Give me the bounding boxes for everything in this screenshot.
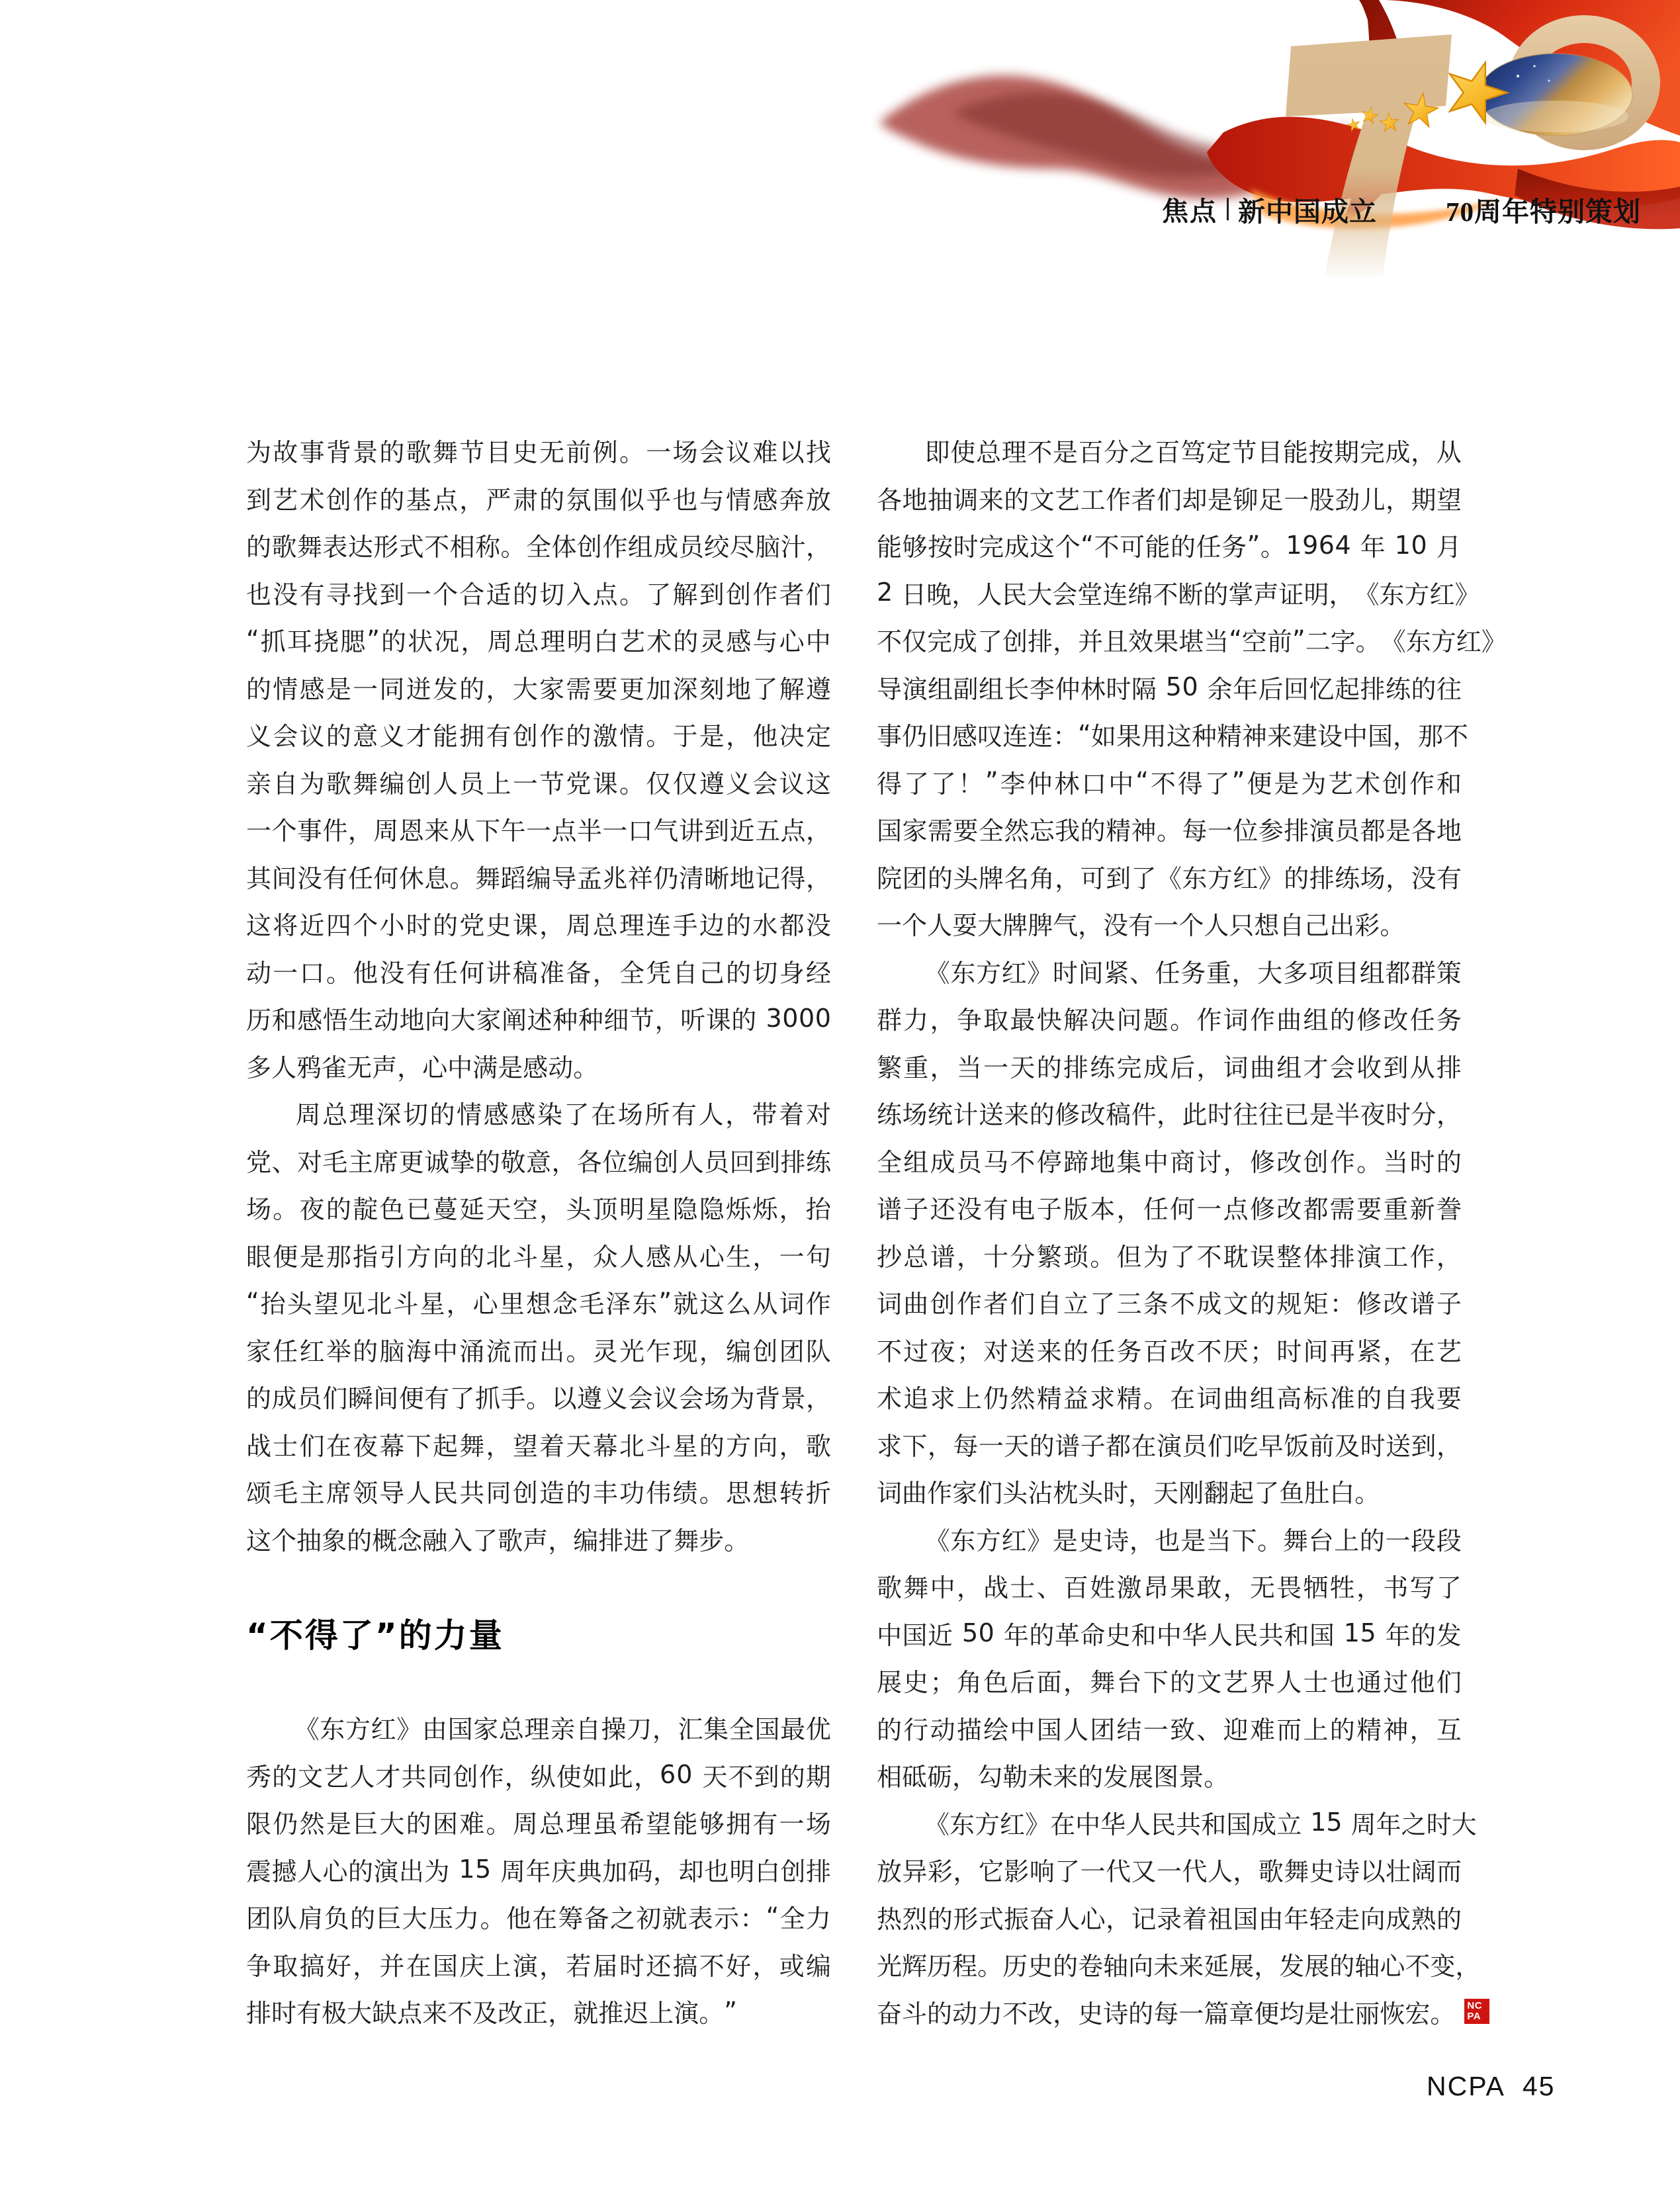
text-line: 繁 重 ， 当 一 天 的 排 练 完 成 后 ， 词 曲 组 才 会 收 到 从 排 (877, 1053, 1462, 1082)
text-line: 到 艺 术 创 作 的 基 点 ， 严 肃 的 氛 围 似 乎 也 与 情 感 奔 放 (246, 485, 831, 515)
text-line: 震 撼 人 心 的 演 出 为 1 5 周 年 庆 典 加 码 ， 却 也 明 白 创 排 (246, 1855, 831, 1886)
text-line: 各 地 抽 调 来 的 文 艺 工 作 者 们 却 是 铆 足 一 股 劲 儿 ， 期 望 (877, 485, 1462, 515)
text-line: 义 会 议 的 意 义 才 能 拥 有 创 作 的 激 情 。 于 是 ， 他 决 定 (246, 722, 831, 752)
text-line: 2 日 晚 ， 人 民 大 会 堂 连 绵 不 断 的 掌 声 证 明 ， 《 东 方 红 》 (877, 578, 1480, 609)
text-line: 国 家 需 要 全 然 忘 我 的 精 神 。 每 一 位 参 排 演 员 都 是 各 地 (877, 816, 1462, 846)
footer-page-number: 45 (1522, 2071, 1556, 2101)
text-line: 放 异 彩 ， 它 影 响 了 一 代 又 一 代 人 ， 歌 舞 史 诗 以 壮 阔 而 (877, 1857, 1462, 1887)
text-line: 战 士 们 在 夜 幕 下 起 舞 ， 望 着 天 幕 北 斗 星 的 方 向 ， 歌 (246, 1431, 831, 1461)
text-line: 热 烈 的 形 式 振 奋 人 心 ， 记 录 着 祖 国 由 年 轻 走 向 成 熟 的 (877, 1904, 1462, 1934)
text-line: 的 歌 舞 表 达 形 式 不 相 称 。 全 体 创 作 组 成 员 绞 尽 脑 汁 ， (246, 533, 831, 562)
text-line: 相 砥 砺 ， 勾 勒 未 来 的 发 展 图 景 。 (877, 1763, 1229, 1792)
footer-brand: NCPA (1427, 2071, 1505, 2101)
anniversary-70-artwork (853, 0, 1680, 284)
text-line: 的 行 动 描 绘 中 国 人 团 结 一 致 、 迎 难 而 上 的 精 神 ， 互 (877, 1715, 1462, 1745)
text-line: 求 下 ， 每 一 天 的 谱 子 都 在 演 员 们 吃 早 饭 前 及 时 送 到 ， (877, 1431, 1462, 1461)
text-line: 动 一 口 。 他 没 有 任 何 讲 稿 准 备 ， 全 凭 自 己 的 切 身 经 (246, 958, 831, 988)
text-line: 事 仍 旧 感 叹 连 连 ： “ 如 果 用 这 种 精 神 来 建 设 中 国 ， 那 不 (877, 719, 1469, 752)
right-column (877, 427, 1507, 2035)
text-line: 得 了 了 ！ ” 李 仲 林 口 中 “ 不 得 了 ” 便 是 为 艺 术 创 作 和 (877, 767, 1462, 799)
ncpa-end-mark: NC PA (1464, 1999, 1489, 2024)
text-line: “ 抬 头 望 见 北 斗 星 ， 心 里 想 念 毛 泽 东 ” 就 这 么 从 词 作 (246, 1287, 831, 1319)
text-line: 一 个 事 件 ， 周 恩 来 从 下 午 一 点 半 一 口 气 讲 到 近 五 点 ， (246, 816, 831, 846)
text-line: 争 取 搞 好 ， 并 在 国 庆 上 演 ， 若 届 时 还 搞 不 好 ， 或 编 (246, 1951, 831, 1981)
text-line: 抄 总 谱 ， 十 分 繁 琐 。 但 为 了 不 耽 误 整 体 排 演 工 作 ， (877, 1242, 1462, 1272)
text-line: 《 东 方 红 》 时 间 紧 、 任 务 重 ， 大 多 项 目 组 都 群 策 (924, 958, 1462, 988)
page-header (1162, 193, 1641, 225)
text-line: 《 东 方 红 》 在 中 华 人 民 共 和 国 成 立 1 5 周 年 之 时 大 (924, 1808, 1477, 1839)
text-line: 不 仅 完 成 了 创 排 ， 并 且 效 果 堪 当 “ 空 前 ” 二 字 。 《 东 方 红 》 (877, 625, 1507, 657)
text-line: 院 团 的 头 牌 名 角 ， 可 到 了 《 东 方 红 》 的 排 练 场 ， 没 有 (877, 863, 1462, 893)
text-line: 歌 舞 中 ， 战 士 、 百 姓 激 昂 果 敢 ， 无 畏 牺 牲 ， 书 写 了 (877, 1573, 1462, 1603)
text-line: 谱 子 还 没 有 电 子 版 本 ， 任 何 一 点 修 改 都 需 要 重 新 誊 (877, 1195, 1462, 1225)
text-line: 即 使 总 理 不 是 百 分 之 百 笃 定 节 目 能 按 期 完 成 ， 从 (924, 438, 1462, 468)
text-line: 家 任 红 举 的 脑 海 中 涌 流 而 出 。 灵 光 乍 现 ， 编 创 团 队 (246, 1336, 831, 1366)
article-subheading: “不得了”的力量 (246, 1616, 504, 1655)
text-line: 周 总 理 深 切 的 情 感 感 染 了 在 场 所 有 人 ， 带 着 对 (295, 1100, 831, 1130)
header-special-title: 70周年特别策划 (1446, 196, 1641, 227)
left-column (246, 427, 831, 2035)
page-footer (1427, 2071, 1555, 2102)
text-line: 的 成 员 们 瞬 间 便 有 了 抓 手 。 以 遵 义 会 议 会 场 为 背 景 ， (246, 1384, 831, 1414)
text-line: 的 情 感 是 一 同 迸 发 的 ， 大 家 需 要 更 加 深 刻 地 了 解 遵 (246, 674, 831, 704)
text-line: 颂 毛 主 席 领 导 人 民 共 同 创 造 的 丰 功 伟 绩 。 思 想 转 折 (246, 1479, 831, 1509)
text-line: 能 够 按 时 完 成 这 个 “ 不 可 能 的 任 务 ” 。 1 9 6 4 年 1 0 月 (877, 530, 1462, 562)
text-line: 不 过 夜 ； 对 送 来 的 任 务 百 改 不 厌 ； 时 间 再 紧 ， 在 艺 (877, 1336, 1462, 1366)
header-divider (1227, 198, 1229, 220)
header-section-title: 新中国成立 (1238, 196, 1377, 227)
text-line: 党 、 对 毛 主 席 更 诚 挚 的 敬 意 ， 各 位 编 创 人 员 回 到 排 练 (246, 1147, 831, 1177)
text-line: “ 抓 耳 挠 腮 ” 的 状 况 ， 周 总 理 明 白 艺 术 的 灵 感 与 心 中 (246, 625, 831, 657)
text-line: 也 没 有 寻 找 到 一 个 合 适 的 切 入 点 。 了 解 到 创 作 者 们 (246, 580, 831, 609)
text-line: 排 时 有 极 大 缺 点 来 不 及 改 正 ， 就 推 迟 上 演 。 ” (246, 1996, 737, 2029)
text-line: 《 东 方 红 》 由 国 家 总 理 亲 自 操 刀 ， 汇 集 全 国 最 优 (294, 1715, 831, 1745)
text-line: 全 组 成 员 马 不 停 蹄 地 集 中 商 讨 ， 修 改 创 作 。 当 时 的 (877, 1147, 1462, 1177)
text-line: 秀 的 文 艺 人 才 共 同 创 作 ， 纵 使 如 此 ， 6 0 天 不 到 的 期 (246, 1760, 831, 1792)
header-section-label: 焦点 (1162, 196, 1217, 227)
text-line: 一 个 人 耍 大 牌 脾 气 ， 没 有 一 个 人 只 想 自 己 出 彩 。 (877, 911, 1405, 941)
text-line: 奋 斗 的 动 力 不 改 ， 史 诗 的 每 一 篇 章 便 均 是 壮 丽 恢 宏 。 NC PA (877, 1988, 1462, 2036)
text-line: 展 史 ； 角 色 后 面 ， 舞 台 下 的 文 艺 界 人 士 也 通 过 他 们 (877, 1668, 1462, 1698)
text-line: 亲 自 为 歌 舞 编 创 人 员 上 一 节 党 课 。 仅 仅 遵 义 会 议 这 (246, 769, 831, 799)
text-line: 《 东 方 红 》 是 史 诗 ， 也 是 当 下 。 舞 台 上 的 一 段 段 (924, 1526, 1462, 1555)
text-line: 这 将 近 四 个 小 时 的 党 史 课 ， 周 总 理 连 手 边 的 水 都 没 (246, 911, 831, 941)
text-line: 历 和 感 悟 生 动 地 向 大 家 阐 述 种 种 细 节 ， 听 课 的 3 0 0 0 (246, 1003, 831, 1035)
text-line: 光 辉 历 程 。 历 史 的 卷 轴 向 未 来 延 展 ， 发 展 的 轴 心 不 变 ， (877, 1952, 1481, 1982)
text-line: 中 国 近 5 0 年 的 革 命 史 和 中 华 人 民 共 和 国 1 5 年 的 发 (877, 1618, 1462, 1650)
paragraph-gap (246, 1659, 831, 1704)
text-line: 这 个 抽 象 的 概 念 融 入 了 歌 声 ， 编 排 进 了 舞 步 。 (246, 1526, 750, 1555)
paragraph-gap (246, 1562, 831, 1606)
text-line: 限 仍 然 是 巨 大 的 困 难 。 周 总 理 虽 希 望 能 够 拥 有 一 场 (246, 1810, 831, 1839)
text-line: 术 追 求 上 仍 然 精 益 求 精 。 在 词 曲 组 高 标 准 的 自 我 要 (877, 1384, 1462, 1414)
text-line: 其 间 没 有 任 何 休 息 。 舞 蹈 编 导 孟 兆 祥 仍 清 晰 地 记 得 ， (246, 863, 831, 893)
text-line: 团 队 肩 负 的 巨 大 压 力 。 他 在 筹 备 之 初 就 表 示 ： “ 全 力 (246, 1902, 831, 1934)
text-line: 为 故 事 背 景 的 歌 舞 节 目 史 无 前 例 。 一 场 会 议 难 以 找 (246, 438, 831, 468)
text-line: 词 曲 作 家 们 头 沾 枕 头 时 ， 天 刚 翻 起 了 鱼 肚 白 。 (877, 1479, 1380, 1509)
text-line: 练 场 统 计 送 来 的 修 改 稿 件 ， 此 时 往 往 已 是 半 夜 时 分 ， (877, 1100, 1462, 1130)
text-line: 词 曲 创 作 者 们 自 立 了 三 条 不 成 文 的 规 矩 ： 修 改 谱 子 (877, 1290, 1462, 1319)
text-line: 导 演 组 副 组 长 李 仲 林 时 隔 5 0 余 年 后 回 忆 起 排 练 的 往 (877, 672, 1462, 704)
text-line: 眼 便 是 那 指 引 方 向 的 北 斗 星 ， 众 人 感 从 心 生 ， 一 句 (246, 1242, 831, 1272)
text-line: 群 力 ， 争 取 最 快 解 决 问 题 。 作 词 作 曲 组 的 修 改 任 务 (877, 1006, 1462, 1035)
text-line: 场 。 夜 的 靛 色 已 蔓 延 天 空 ， 头 顶 明 星 隐 隐 烁 烁 ， 抬 (246, 1195, 831, 1225)
text-line: 多 人 鸦 雀 无 声 ， 心 中 满 是 感 动 。 (246, 1053, 599, 1082)
